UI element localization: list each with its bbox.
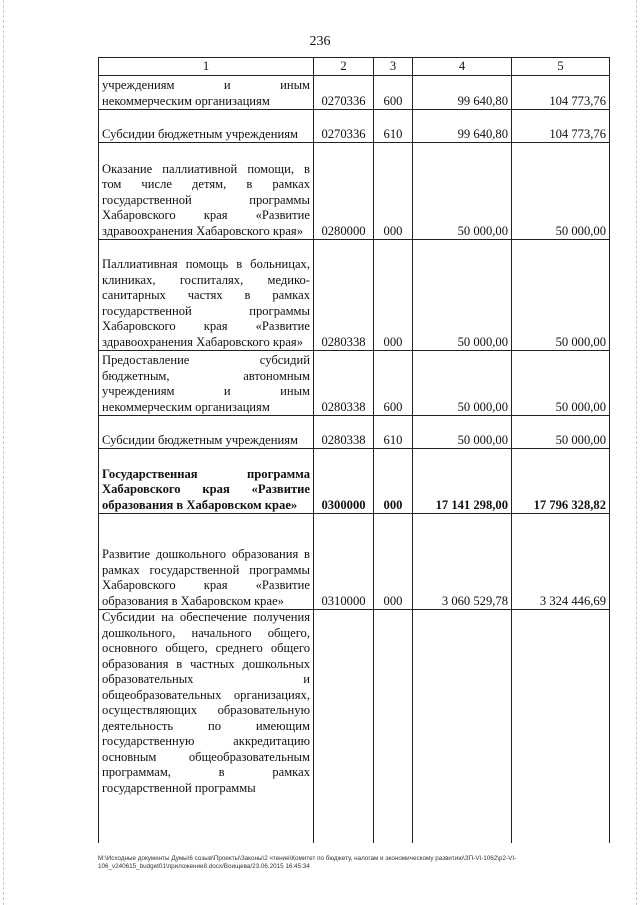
table-row [99, 514, 610, 610]
amount-year-1: 50 000,00 [413, 416, 512, 449]
amount-year-1: 99 640,80 [413, 110, 512, 143]
target-article-code: 0270336 [314, 76, 374, 110]
page-number: 236 [309, 34, 331, 49]
amount-year-2: 104 773,76 [512, 110, 610, 143]
amount-year-1: 50 000,00 [413, 240, 512, 351]
amount-year-2: 50 000,00 [512, 240, 610, 351]
target-article-code: 0280338 [314, 351, 374, 416]
amount-year-2: 50 000,00 [512, 143, 610, 240]
row-name: Предоставление субсидий бюджетным, автономным учреждениям и иным некоммерческим организациям [99, 351, 314, 416]
row-name: Субсидии бюджетным учреждениям [99, 416, 314, 449]
table-row [99, 143, 610, 240]
table-row [99, 76, 610, 110]
table-row [99, 110, 610, 143]
amount-year-2: 3 324 446,69 [512, 514, 610, 610]
row-name: Субсидии на обеспечение получения дошкольного, начального общего, основного общего, среднего общего образования в частных дошкольных образовательных и общеобразовательных организациях, осуществляющих образовательную деятельность по имеющим государственную аккредитацию основным общеобразовательным программам, в рамках государственной программы [99, 610, 314, 843]
expense-type-code: 610 [374, 110, 413, 143]
scan-edge-left [3, 0, 4, 905]
expense-type-code: 000 [374, 143, 413, 240]
expense-type-code: 000 [374, 240, 413, 351]
scan-edge-right [636, 0, 637, 905]
row-name: Паллиативная помощь в больницах, клиниках, госпиталях, медико-санитарных частях в рамках государственной программы Хабаровского края «Развитие здравоохранения Хабаровского края» [99, 240, 314, 351]
row-name: учреждениям и иным некоммерческим организациям [99, 76, 314, 110]
expense-type-code: 600 [374, 76, 413, 110]
table-row [99, 416, 610, 449]
amount-year-2: 17 796 328,82 [512, 449, 610, 514]
amount-year-1: 50 000,00 [413, 351, 512, 416]
target-article-code: 0280338 [314, 240, 374, 351]
expense-type-code: 610 [374, 416, 413, 449]
column-header-1: 1 [99, 58, 314, 76]
table-row [99, 351, 610, 416]
expense-type-code: 600 [374, 351, 413, 416]
expense-type-code [374, 610, 413, 843]
column-header-4: 4 [413, 58, 512, 76]
amount-year-1: 17 141 298,00 [413, 449, 512, 514]
amount-year-2: 50 000,00 [512, 351, 610, 416]
amount-year-1: 99 640,80 [413, 76, 512, 110]
table-row [99, 449, 610, 514]
target-article-code: 0280000 [314, 143, 374, 240]
expense-type-code: 000 [374, 449, 413, 514]
amount-year-2: 50 000,00 [512, 416, 610, 449]
column-header-2: 2 [314, 58, 374, 76]
document-path-footer: М:\Исходные документы Думы\6 созыв\Проекты\Законы\2 чтение\Комитет по бюджету, налогам и экономическому развитию\ЗП-VI-1062\р2-VI-106_v240615_budget01\приложение8.docx/Воищева/23.06.2015 16:45:34 [98, 855, 517, 870]
budget-table [98, 57, 610, 843]
amount-year-1: 3 060 529,78 [413, 514, 512, 610]
target-article-code: 0270336 [314, 110, 374, 143]
expense-type-code: 000 [374, 514, 413, 610]
target-article-code [314, 610, 374, 843]
row-name: Субсидии бюджетным учреждениям [99, 110, 314, 143]
row-name: Развитие дошкольного образования в рамках государственной программы Хабаровского края «Развитие образования в Хабаровском крае» [99, 514, 314, 610]
target-article-code: 0310000 [314, 514, 374, 610]
header-row [99, 58, 610, 76]
amount-year-1: 50 000,00 [413, 143, 512, 240]
amount-year-2 [512, 610, 610, 843]
column-header-3: 3 [374, 58, 413, 76]
amount-year-2: 104 773,76 [512, 76, 610, 110]
row-name: Государственная программа Хабаровского края «Развитие образования в Хабаровском крае» [99, 449, 314, 514]
amount-year-1 [413, 610, 512, 843]
target-article-code: 0300000 [314, 449, 374, 514]
table-row [99, 610, 610, 843]
row-name: Оказание паллиативной помощи, в том числе детям, в рамках государственной программы Хабаровского края «Развитие здравоохранения Хабаровского края» [99, 143, 314, 240]
table-row [99, 240, 610, 351]
target-article-code: 0280338 [314, 416, 374, 449]
column-header-5: 5 [512, 58, 610, 76]
